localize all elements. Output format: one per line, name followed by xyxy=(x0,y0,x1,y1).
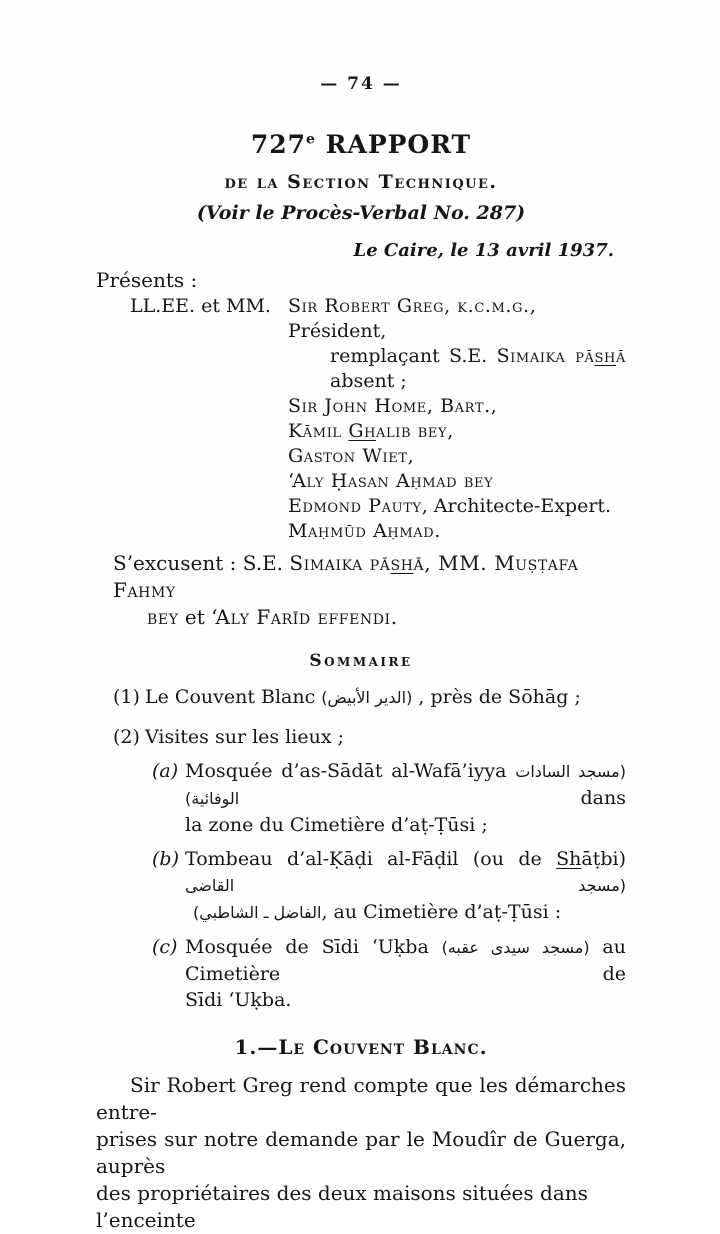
dateline: Le Caire, le 13 avril 1937. xyxy=(353,240,614,261)
replacing-text: remplaçant S.E. xyxy=(330,345,497,367)
item-text-part: au Cimetière de xyxy=(185,936,626,985)
item-marker: (2) xyxy=(113,726,140,748)
attendee-president-line3: absent ; xyxy=(330,370,407,392)
attendee-kamil-part: Kāmil xyxy=(288,420,349,442)
arabic-mosque-name: (مسجد السادات الوفائية) xyxy=(185,762,626,808)
item-c-line1 xyxy=(185,934,626,987)
item-marker: (a) xyxy=(152,760,179,782)
attendee-home: Sir John Home, Bart., xyxy=(288,395,498,417)
attendee-mahmud: Maḥmūd Aḥmad. xyxy=(288,520,441,542)
body-paragraph xyxy=(96,1072,626,1234)
report-subtitle: de la Section Technique. xyxy=(224,171,498,193)
report-number-ordinal: e xyxy=(306,131,316,148)
item-text-part: āṭbi) xyxy=(581,848,626,870)
item-text-part: dans xyxy=(239,787,626,809)
arabic-monastery-name: (الدير الأبيض) xyxy=(321,688,413,707)
page-content xyxy=(96,74,626,1234)
sommaire-heading: Sommaire xyxy=(309,651,413,671)
item-b-underlined: Sh xyxy=(556,848,582,870)
item-text xyxy=(185,846,626,926)
president-name: Sir Robert Greg, k.c.m.g. xyxy=(288,295,530,317)
excused-block xyxy=(96,550,626,631)
item-text-part: Tombeau d’al-Ḳāḍi al-Fāḍil (ou de xyxy=(185,848,557,870)
item-text xyxy=(145,684,626,711)
section-heading: 1.—Le Couvent Blanc. xyxy=(234,1035,488,1059)
item-marker: (c) xyxy=(152,936,178,958)
simaika-name-underlined: sh xyxy=(594,345,616,367)
item-text-part: Mosquée de Sīdi ‘Uḳba xyxy=(185,936,442,958)
arabic-tomb-name-2: الفاضل ـ الشاطبي) xyxy=(193,903,322,922)
attendee-pauty-role: , Architecte-Expert. xyxy=(421,495,612,517)
simaika-name-part: Simaika pā xyxy=(496,345,595,367)
item-text xyxy=(185,934,626,1013)
presents-label: Présents : xyxy=(96,268,198,292)
attendees-intro: LL.EE. et MM. xyxy=(130,295,271,317)
report-number: 727 xyxy=(250,130,307,159)
attendee-pauty xyxy=(288,494,626,519)
paragraph-line: des propriétaires des deux maisons situées dans l’enceinte xyxy=(96,1181,588,1232)
item-text xyxy=(185,758,626,838)
item-b-line1 xyxy=(185,846,626,899)
attendee-kamil-part: alib bey, xyxy=(376,420,454,442)
report-title-text: RAPPORT xyxy=(315,130,472,159)
excused-line1 xyxy=(113,550,626,604)
attendees-list xyxy=(288,294,626,544)
item-text-part: Mosquée d’as-Sādāt al-Wafā’iyya xyxy=(185,760,516,782)
excused-name-part: bey xyxy=(147,605,179,629)
excused-name-part: ā, MM. Muṣṭafa Fahmy xyxy=(113,551,579,602)
sommaire-item-a xyxy=(152,758,626,838)
attendee-president-line1 xyxy=(288,294,626,344)
item-text: Visites sur les lieux ; xyxy=(145,726,344,748)
report-title xyxy=(96,130,626,159)
item-b-line2 xyxy=(185,899,626,926)
item-marker: (b) xyxy=(152,848,179,870)
excused-name-part: ‘Aly Farīd effendi. xyxy=(211,605,398,629)
paragraph-line: Sir Robert Greg rend compte que les démarches entre- xyxy=(96,1073,626,1124)
excused-label: S’excusent : S.E. xyxy=(113,551,290,575)
attendee-wiet: Gaston Wiet, xyxy=(288,445,415,467)
attendee-president-line2 xyxy=(288,344,626,369)
item-text-part: Le Couvent Blanc xyxy=(145,686,322,708)
sommaire-item-b xyxy=(152,846,626,926)
attendee-kamil-underlined: Gh xyxy=(348,420,377,442)
arabic-tomb-name-1: (مسجد القاضى xyxy=(185,876,626,895)
item-c-line2: Sīdi ‘Uḳba. xyxy=(185,989,292,1011)
attendees-block xyxy=(130,294,626,544)
paragraph-line: prises sur notre demande par le Moudîr de Guerga, auprès xyxy=(96,1127,626,1178)
simaika-name-part: ā xyxy=(616,345,626,367)
arabic-sidi-ukba-name: (مسجد سيدى عقبه) xyxy=(441,938,590,957)
excused-name-underlined: sh xyxy=(390,551,414,575)
item-a-line1 xyxy=(185,758,626,812)
attendee-pauty-name: Edmond Pauty xyxy=(288,495,422,517)
sommaire-item-c xyxy=(152,934,626,1013)
excused-et: et xyxy=(178,605,212,629)
proces-verbal-reference: (Voir le Procès-Verbal No. 287) xyxy=(196,202,526,224)
president-role: , Président, xyxy=(288,295,536,342)
page-number: — 74 — xyxy=(320,74,402,94)
item-text-part: , près de Sōhāg ; xyxy=(412,686,581,708)
sommaire-item-1 xyxy=(113,684,626,711)
item-a-line2: la zone du Cimetière d’aṭ-Ṭūsi ; xyxy=(185,814,488,836)
attendee-president xyxy=(288,294,626,394)
simaika-name xyxy=(497,345,626,367)
attendee-aly: ‘Aly Ḥasan Aḥmad bey xyxy=(288,470,494,492)
attendee-kamil xyxy=(288,419,626,444)
item-marker: (1) xyxy=(113,686,140,708)
item-text-part: , au Cimetière d’aṭ-Ṭūsi : xyxy=(321,901,562,923)
excused-line2 xyxy=(147,604,626,631)
sommaire-item-2 xyxy=(113,724,626,750)
excused-name-part: Simaika pā xyxy=(289,551,391,575)
